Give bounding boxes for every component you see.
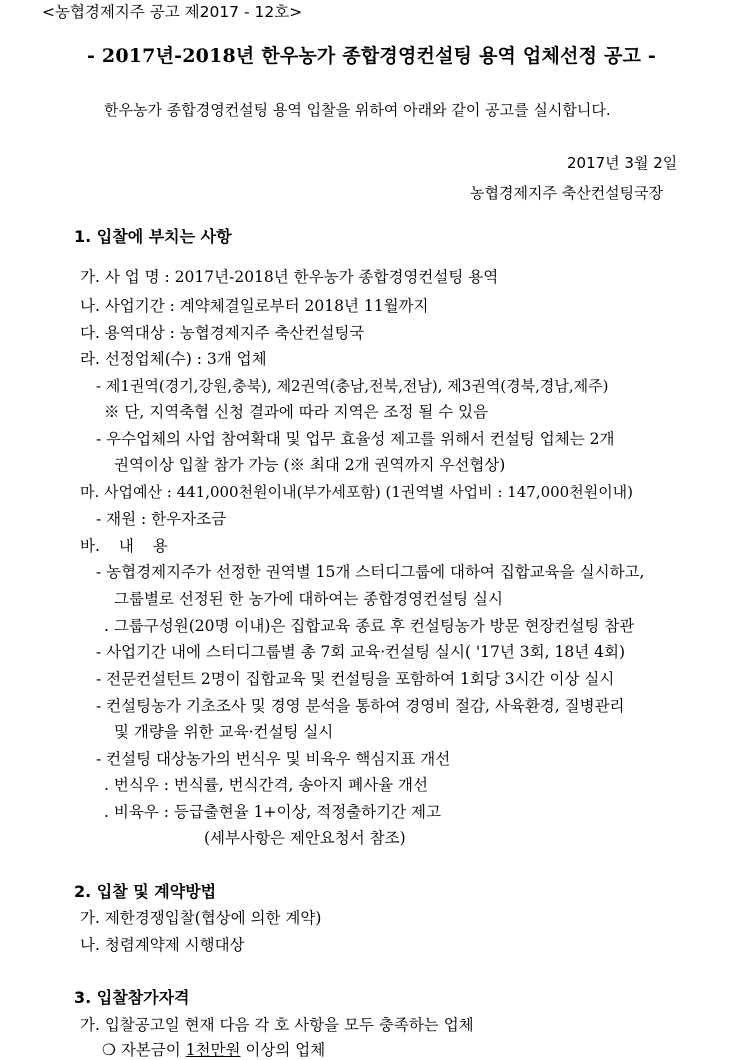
item-content-5-breeding: . 번식우 : 번식률, 번식간격, 송아지 폐사율 개선 [104,776,429,794]
capital-amount: 1천만원 [185,1041,241,1059]
item-content-5-fattening: . 비육우 : 등급출현율 1+이상, 적정출하기간 제고 [104,803,442,821]
capital-text-before: 자본금이 [120,1041,181,1059]
item-capital-requirement [102,1040,325,1060]
page-title: - 2017년-2018년 한우농가 종합경영컨설팅 용역 업체선정 공고 - [87,45,656,67]
item-region-note: ※ 단, 지역축협 신청 결과에 따라 지역은 조정 될 수 있음 [104,403,489,421]
intro-text: 한우농가 종합경영컨설팅 용역 입찰을 위하여 아래와 같이 공고를 실시합니다. [104,101,611,119]
item-content-1-sub: . 그룹구성원(20명 이내)은 집합교육 종료 후 컨설팅농가 방문 현장컨설팅 참관 [104,617,635,635]
circle-bullet-icon: ❍ [102,1041,116,1059]
notice-number: <농협경제지주 공고 제2017 - 12호> [42,3,303,21]
item-regions: - 제1권역(경기,강원,충북), 제2권역(충남,전북,전남), 제3권역(경북,경남,제주) [96,377,609,395]
item-project-period: 나. 사업기간 : 계약체결일로부터 2018년 11월까지 [80,297,429,315]
item-qualification: 가. 입찰공고일 현재 다음 각 호 사항을 모두 충족하는 업체 [80,1016,474,1034]
item-details-note: (세부사항은 제안요청서 참조) [204,829,406,847]
item-content-3: - 전문컨설턴트 2명이 집합교육 및 컨설팅을 포함하여 1회당 3시간 이상 실시 [96,670,615,688]
item-integrity-contract: 나. 청렴계약제 시행대상 [80,936,245,954]
item-content-heading: 바. 내 용 [80,537,168,555]
capital-text-after: 이상의 업체 [245,1041,326,1059]
issuer: 농협경제지주 축산컨설팅국장 [470,184,664,202]
section-1-heading: 1. 입찰에 부치는 사항 [74,227,232,246]
item-project-name: 가. 사 업 명 : 2017년-2018년 한우농가 종합경영컨설팅 용역 [80,268,499,286]
item-bid-method: 가. 제한경쟁입찰(협상에 의한 계약) [80,909,322,927]
item-service-target: 다. 용역대상 : 농협경제지주 축산컨설팅국 [80,324,365,342]
item-selected-companies: 라. 선정업체(수) : 3개 업체 [80,350,267,368]
item-content-4-cont: 및 개량을 위한 교육·컨설팅 실시 [114,723,334,741]
item-content-5: - 컨설팅 대상농가의 번식우 및 비육우 핵심지표 개선 [96,750,451,768]
item-content-1: - 농협경제지주가 선정한 권역별 15개 스터디그룹에 대하여 집합교육을 실시하고, [96,563,645,581]
item-content-4: - 컨설팅농가 기초조사 및 경영 분석을 통하여 경영비 절감, 사육환경, 질병관리 [96,697,625,715]
item-content-2: - 사업기간 내에 스터디그룹별 총 7회 교육·컨설팅 실시( '17년 3회, 18년 4회) [96,643,626,661]
item-multi-region-bid: - 우수업체의 사업 참여확대 및 업무 효율성 제고를 위해서 컨설팅 업체는 2개 [96,430,615,448]
section-3-heading: 3. 입찰참가자격 [74,988,190,1007]
item-funding: - 재원 : 한우자조금 [96,510,227,528]
item-multi-region-bid-cont: 권역이상 입찰 참가 가능 (※ 최대 2개 권역까지 우선협상) [114,456,506,474]
item-content-1-cont: 그룹별로 선정된 한 농가에 대하여는 종합경영컨설팅 실시 [114,590,503,608]
item-budget: 마. 사업예산 : 441,000천원이내(부가세포함) (1권역별 사업비 : 147,000천원이내) [80,483,634,501]
notice-date: 2017년 3월 2일 [567,154,678,172]
section-2-heading: 2. 입찰 및 계약방법 [74,882,217,901]
